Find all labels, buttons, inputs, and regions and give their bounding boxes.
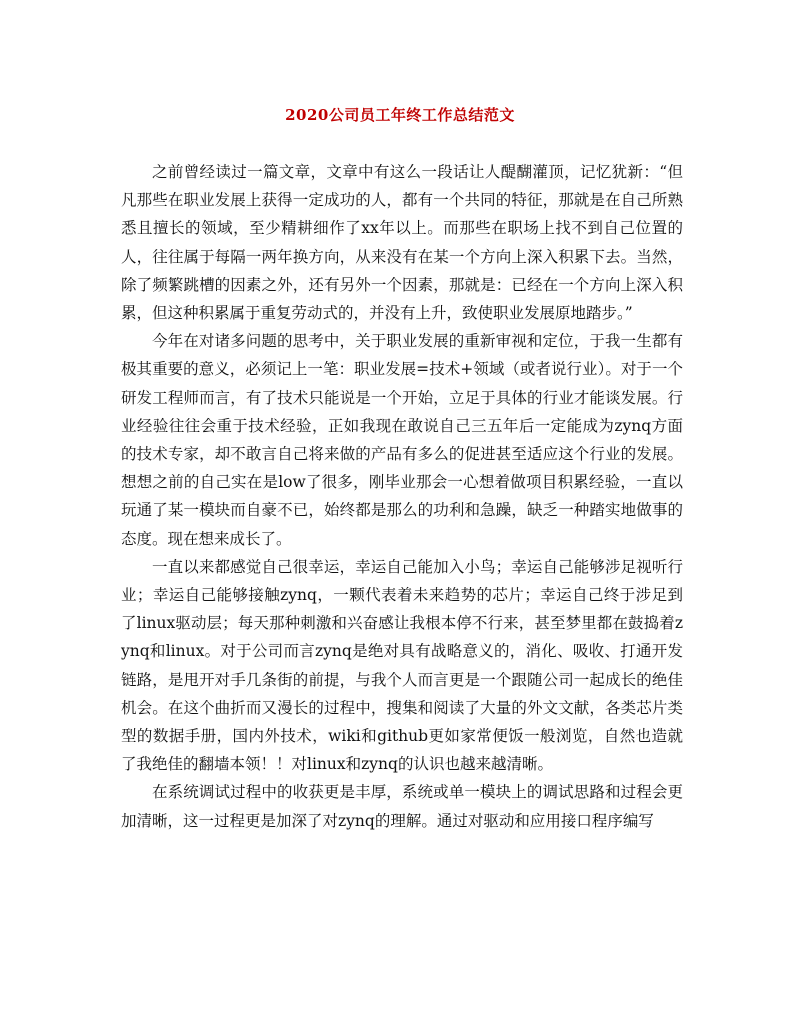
document-title: 2020公司员工年终工作总结范文 <box>285 106 515 124</box>
paragraph-1: 之前曾经读过一篇文章，文章中有这么一段话让人醍醐灌顶，记忆犹新：“但凡那些在职业发展上获得一定成功的人，都有一个共同的特征，那就是在自己所熟悉且擅长的领域，至少精耕细作了xx年以上。而那些在职场上找不到自己位置的人，往往属于每隔一两年换方向，从来没有在某一个方向上深入积累下去。当然，除了频繁跳槽的因素之外，还有另外一个因素，那就是：已经在一个方向上深入积累，但这种积累属于重复劳动式的，并没有上升，致使职业发展原地踏步。” <box>121 163 683 323</box>
paragraph-2: 今年在对诸多问题的思考中，关于职业发展的重新审视和定位，于我一生都有极其重要的意义，必须记上一笔：职业发展=技术+领域（或者说行业）。对于一个研发工程师而言，有了技术只能说是一个开始，立足于具体的行业才能谈发展。行业经验往往会重于技术经验，正如我现在敢说自己三五年后一定能成为zynq方面的技术专家，却不敢言自己将来做的产品有多么的促进甚至适应这个行业的发展。想想之前的自己实在是low了很多，刚毕业那会一心想着做项目积累经验，一直以玩通了某一模块而自豪不已，始终都是那么的功利和急躁，缺乏一种踏实地做事的态度。现在想来成长了。 <box>121 332 683 548</box>
paragraph-4: 在系统调试过程中的收获更是丰厚，系统或单一模块上的调试思路和过程会更加清晰，这一过程更是加深了对zynq的理解。通过对驱动和应用接口程序编写 <box>121 783 683 830</box>
document-body <box>121 158 683 835</box>
paragraph-3: 一直以来都感觉自己很幸运，幸运自己能加入小鸟；幸运自己能够涉足视听行业；幸运自己能够接触zynq，一颗代表着未来趋势的芯片；幸运自己终于涉足到了linux驱动层；每天那种刺激和兴奋感让我根本停不行来，甚至梦里都在鼓捣着zynq和linux。对于公司而言zynq是绝对具有战略意义的，消化、吸收、打通开发链路，是甩开对手几条街的前提，与我个人而言更是一个跟随公司一起成长的绝佳机会。在这个曲折而又漫长的过程中，搜集和阅读了大量的外文文献，各类芯片类型的数据手册，国内外技术，wiki和github更如家常便饭一般浏览，自然也造就了我绝佳的翻墙本领！！对linux和zynq的认识也越来越清晰。 <box>121 557 683 774</box>
